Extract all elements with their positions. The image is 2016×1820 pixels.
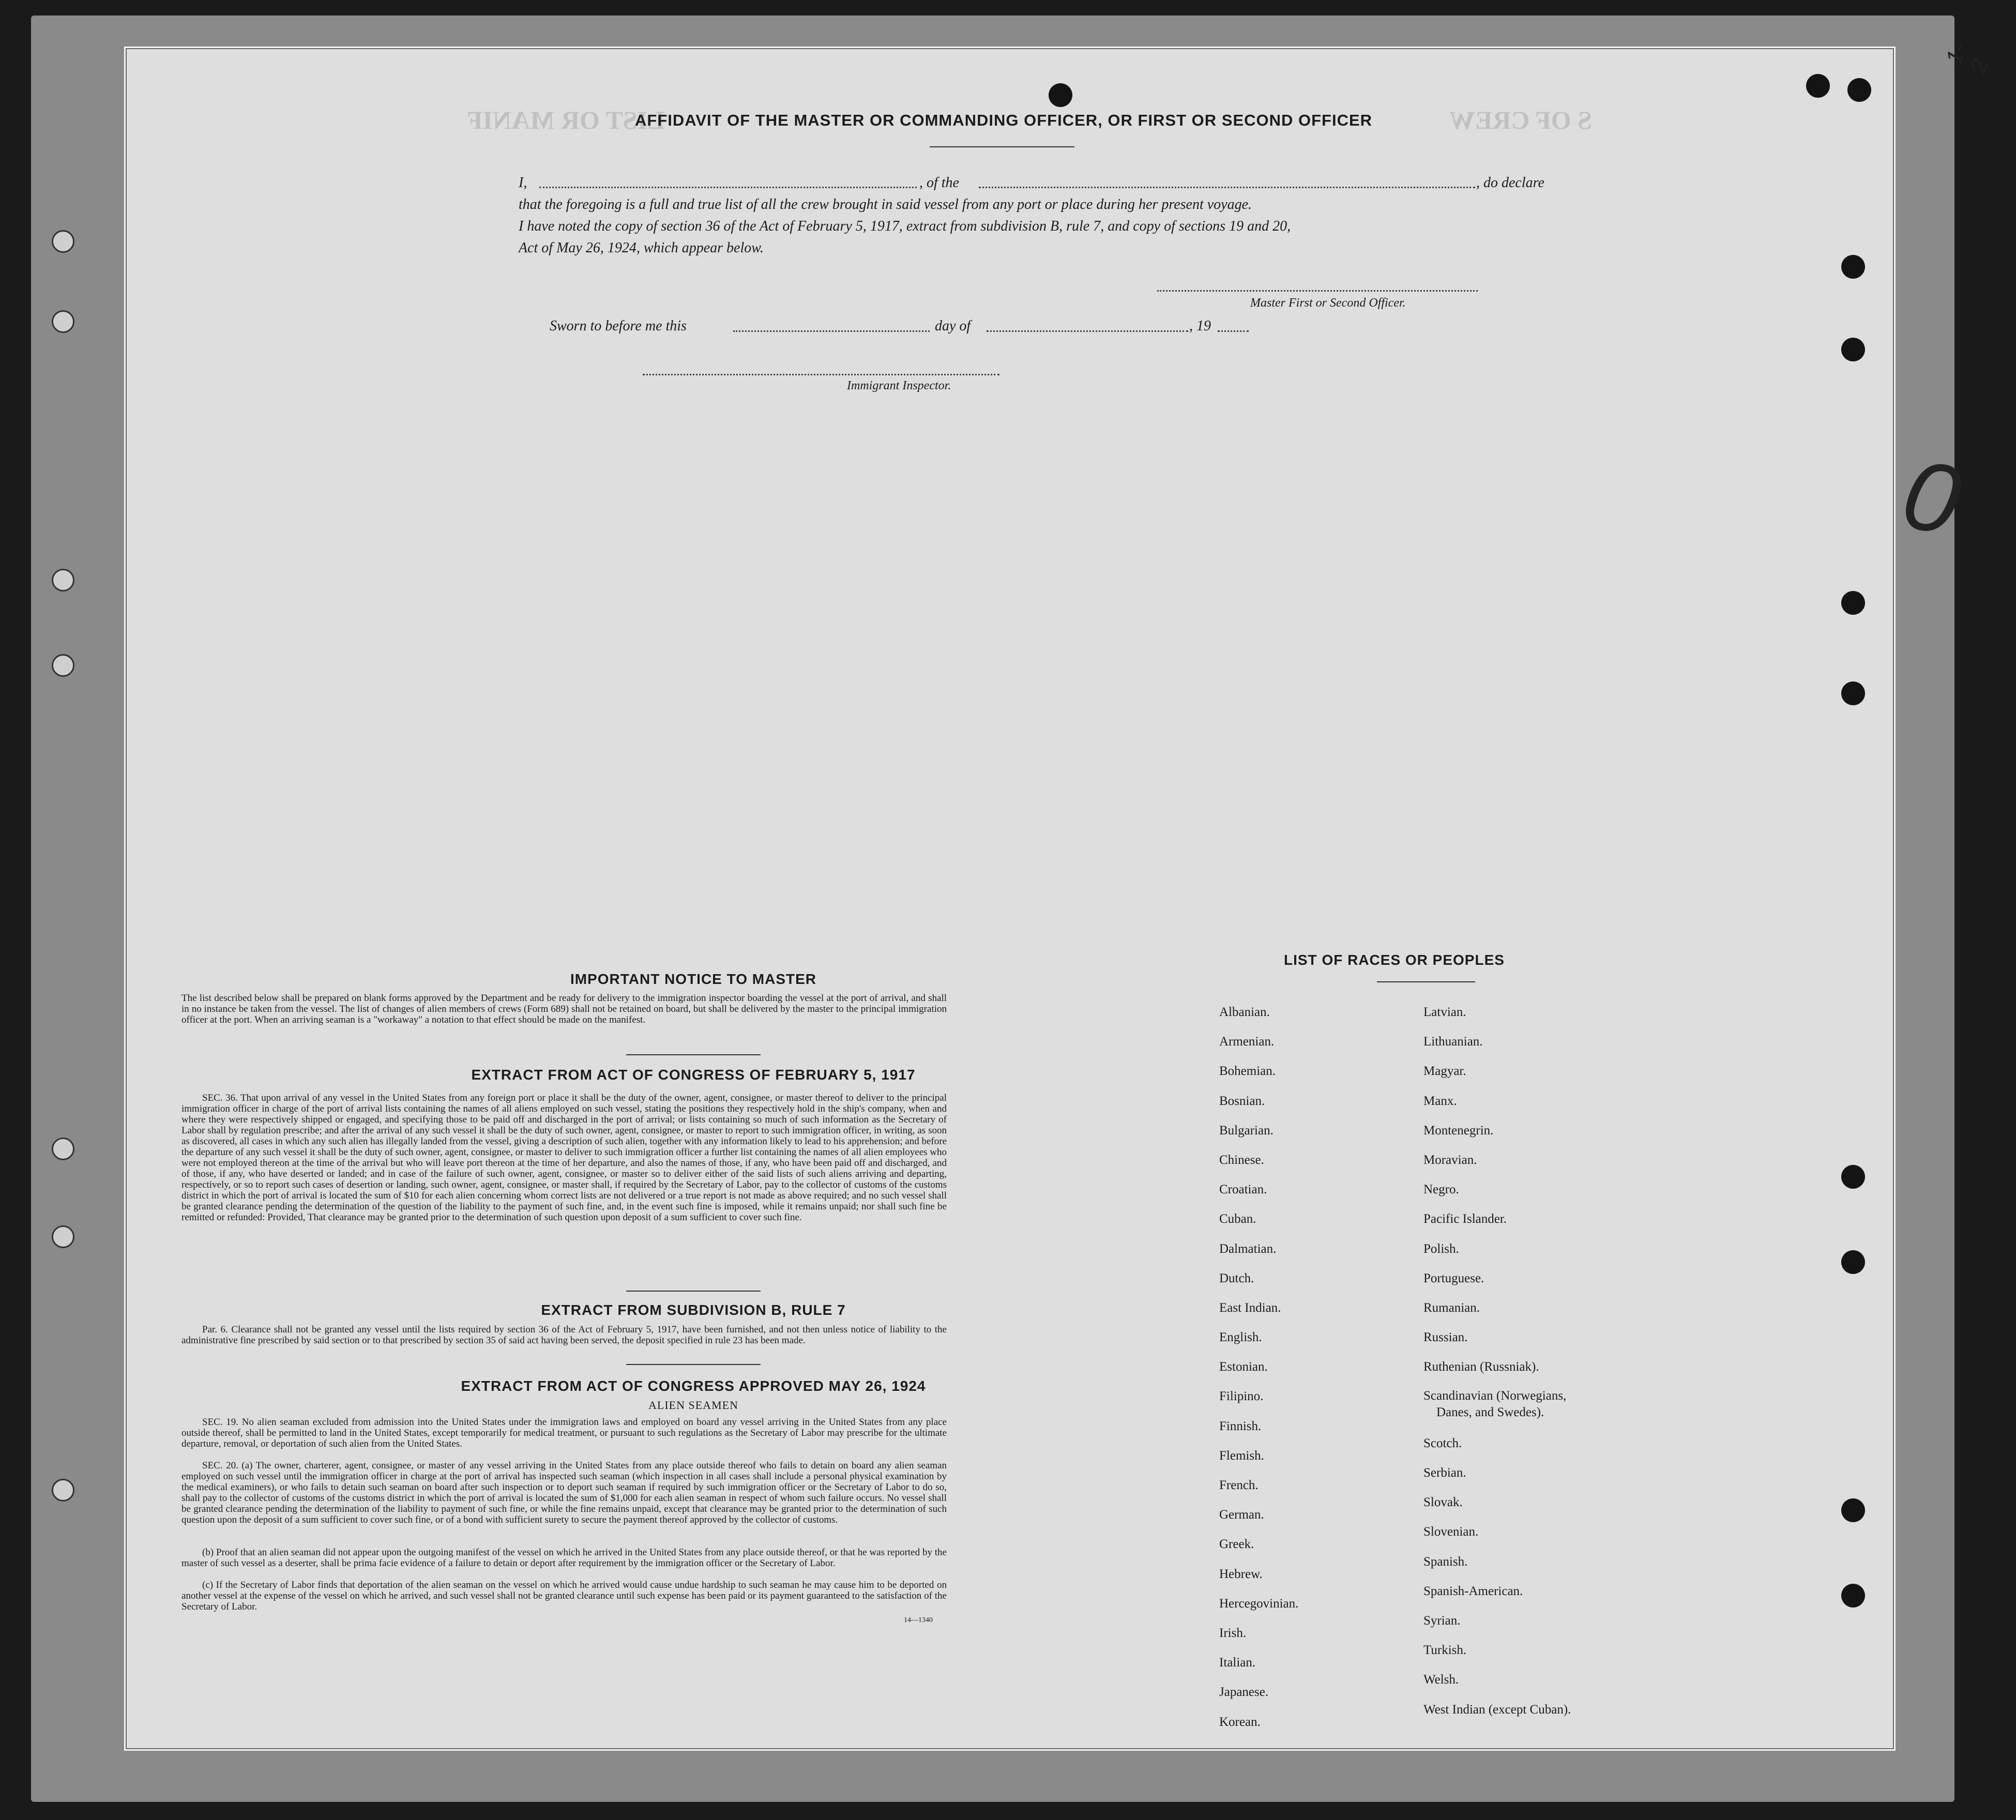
races-left-column xyxy=(1219,997,1298,1737)
race-entry: Filipino. xyxy=(1219,1389,1264,1404)
sec-20a-text: SEC. 20. (a) The owner, charterer, agent, consignee, or master of any vessel arriving in the United States from any place outside thereof who fails to detain on board any alien seaman employed on such vessel until the immigration officer in charge at the port of arrival has inspected such seaman (which inspection in all cases shall include a personal physical examination by the medical examiners), or who fails to detain such seaman on board after such inspection or to deport such seaman if required by such immigration officer or the Secretary of Labor to do so, shall pay to the collector of customs of the customs district in which the port of arrival is located the sum of $1,000 for each alien seaman in respect of whom such failure occurs. No vessel shall be granted clearance pending the determination of the liability to payment of such fine, or while the fine remains unpaid, except that clearance may be granted prior to the determination of such question upon the deposit of a sum sufficient to cover such fine, or of a bond with sufficient surety to secure the payment thereof approved by the collector of customs. xyxy=(181,1460,947,1525)
race-entry: Russian. xyxy=(1423,1330,1468,1345)
punch-hole-icon xyxy=(1049,83,1072,107)
race-entry: Hebrew. xyxy=(1219,1567,1263,1581)
race-entry: Moravian. xyxy=(1423,1152,1477,1167)
master-signature-label: Master First or Second Officer. xyxy=(1250,296,1406,310)
binder-ring-icon xyxy=(52,654,74,677)
notice-text: The list described below shall be prepared on blank forms approved by the Department and be ready for delivery to the immigration inspector boarding the vessel at the port of arrival, and shall in no instance be taken from the vessel. The list of changes of alien members of crews (Form 689) shall not be retained on board, but shall be delivered by the master to the principal immigration officer at the port. When an arriving seaman is a "workaway" a notation to that effect should be made on the manifest. xyxy=(181,993,947,1025)
races-right-column xyxy=(1423,997,1571,1724)
master-signature-line xyxy=(1157,290,1478,292)
race-entry: Chinese. xyxy=(1219,1152,1264,1167)
race-entry: Hercegovinian. xyxy=(1219,1596,1299,1611)
name-blank xyxy=(539,187,917,188)
binder-ring-icon xyxy=(52,1479,74,1502)
punch-hole-icon xyxy=(1841,255,1865,279)
extract-rule7-text: Par. 6. Clearance shall not be granted any vessel until the lists required by section 36 of the Act of February 5, 1917, have been furnished, and not then unless notice of liability to the administrative fine prescribed by said section or to that prescribed by section 35 of said act having been served, the deposit specified in rule 23 has been made. xyxy=(181,1324,947,1346)
punch-hole-icon xyxy=(1806,74,1830,98)
section-divider xyxy=(626,1054,761,1055)
sworn-label: Sworn to before me this xyxy=(550,318,687,334)
race-entry: Manx. xyxy=(1423,1094,1457,1108)
punch-hole-icon xyxy=(1841,338,1865,361)
race-entry: Spanish-American. xyxy=(1423,1584,1523,1598)
punch-hole-icon xyxy=(1841,1498,1865,1522)
race-entry: Serbian. xyxy=(1423,1466,1466,1480)
race-entry: Negro. xyxy=(1423,1182,1459,1197)
race-entry: Scandinavian (Norwegians, xyxy=(1423,1389,1567,1403)
race-entry: West Indian (except Cuban). xyxy=(1423,1702,1571,1717)
affidavit-declare: , do declare xyxy=(1476,175,1544,191)
binder-ring-icon xyxy=(52,569,74,592)
sec-20c-text: (c) If the Secretary of Labor finds that deportation of the alien seaman on the vessel on which he arrived would cause undue hardship to such seaman he may cause him to be deported on another vessel at the expense of the vessel on which he arrived, and such vessel shall not be granted clearance until such expense has been paid or its payment guaranteed to the satisfaction of the Secretary of Labor. xyxy=(181,1580,947,1612)
extract-1924-title: EXTRACT FROM ACT OF CONGRESS APPROVED MAY 26, 1924 xyxy=(461,1378,926,1394)
race-entry: Danes, and Swedes). xyxy=(1436,1405,1544,1420)
inspector-signature-line xyxy=(643,374,999,375)
title-underline xyxy=(930,146,1074,147)
handwritten-page-note: 1-2 xyxy=(1941,40,1994,77)
race-entry: Montenegrin. xyxy=(1423,1123,1494,1138)
race-entry: Pacific Islander. xyxy=(1423,1212,1507,1226)
race-entry: Scotch. xyxy=(1423,1436,1462,1450)
affidavit-title: AFFIDAVIT OF THE MASTER OR COMMANDING OFFICER, OR FIRST OR SECOND OFFICER xyxy=(635,111,1373,129)
punch-hole-icon xyxy=(1841,591,1865,615)
binder-ring-icon xyxy=(52,1138,74,1160)
race-entry: Rumanian. xyxy=(1423,1300,1480,1315)
race-entry: Lithuanian. xyxy=(1423,1035,1483,1049)
race-entry: Cuban. xyxy=(1219,1212,1256,1226)
race-entry: Slovak. xyxy=(1423,1495,1463,1510)
race-entry: Albanian. xyxy=(1219,1005,1270,1019)
binder-ring-icon xyxy=(52,1225,74,1248)
punch-hole-icon xyxy=(1841,1165,1865,1189)
notice-title: IMPORTANT NOTICE TO MASTER xyxy=(570,971,817,987)
affidavit-line-4: Act of May 26, 1924, which appear below. xyxy=(519,240,764,256)
race-entry: Armenian. xyxy=(1219,1035,1275,1049)
inspector-label: Immigrant Inspector. xyxy=(847,379,951,392)
race-entry: Irish. xyxy=(1219,1626,1247,1640)
race-entry: Turkish. xyxy=(1423,1643,1467,1658)
race-entry: Spanish. xyxy=(1423,1554,1468,1569)
bleed-through-heading-left: LIST OR MANIF xyxy=(467,105,665,134)
bleed-through-heading-right: S OF CREW xyxy=(1449,105,1592,134)
affidavit-line-3: I have noted the copy of section 36 of the Act of February 5, 1917, extract from subdivision B, rule 7, and copy of sections 19 and 20, xyxy=(519,218,1291,234)
race-entry: Korean. xyxy=(1219,1715,1261,1729)
race-entry: Bulgarian. xyxy=(1219,1123,1274,1138)
sec-20b-text: (b) Proof that an alien seaman did not appear upon the outgoing manifest of the vessel on which he arrived in the United States from any place outside thereof, or that he was reported by the master of such vessel as a deserter, shall be prima facie evidence of a failure to detain or deport after requirement by the immigration officer or the Secretary of Labor. xyxy=(181,1547,947,1569)
race-entry: French. xyxy=(1219,1478,1259,1492)
race-entry: Syrian. xyxy=(1423,1613,1461,1628)
race-entry: Latvian. xyxy=(1423,1005,1466,1019)
sworn-day-blank xyxy=(733,330,930,332)
race-entry: Polish. xyxy=(1423,1241,1459,1256)
alien-seamen-subtitle: ALIEN SEAMEN xyxy=(648,1399,738,1412)
binder-ring-icon xyxy=(52,310,74,333)
sec-19-text: SEC. 19. No alien seaman excluded from admission into the United States under the immigration laws and employed on board any vessel arriving in the United States from any place outside thereof, shall be permitted to land in the United States, except temporarily for medical treatment, or pursuant to such regulations as the Secretary of Labor may prescribe for the ultimate departure, removal, or deportation of such alien from the United States. xyxy=(181,1417,947,1449)
race-entry: East Indian. xyxy=(1219,1300,1281,1315)
race-entry: Slovenian. xyxy=(1423,1525,1479,1539)
punch-hole-icon xyxy=(1841,1584,1865,1607)
affidavit-line-2: that the foregoing is a full and true list of all the crew brought in said vessel from any port or place during her present voyage. xyxy=(519,196,1252,213)
race-entry: Magyar. xyxy=(1423,1064,1466,1079)
affidavit-i: I, xyxy=(519,175,527,191)
race-entry: Bohemian. xyxy=(1219,1064,1276,1079)
vessel-blank xyxy=(979,187,1475,188)
race-entry: Dutch. xyxy=(1219,1271,1254,1285)
race-entry: Italian. xyxy=(1219,1656,1256,1670)
race-entry: Dalmatian. xyxy=(1219,1241,1277,1256)
punch-hole-icon xyxy=(1847,78,1871,102)
punch-hole-icon xyxy=(1841,1250,1865,1274)
extract-1917-title: EXTRACT FROM ACT OF CONGRESS OF FEBRUARY 5, 1917 xyxy=(471,1067,916,1083)
race-entry: Flemish. xyxy=(1219,1448,1264,1463)
form-number: 14—1340 xyxy=(904,1616,933,1624)
handwritten-zero-mark: 0 xyxy=(1893,438,1970,557)
sworn-month-blank xyxy=(987,330,1188,332)
race-entry: Finnish. xyxy=(1219,1419,1262,1433)
race-entry: Croatian. xyxy=(1219,1182,1267,1197)
extract-1917-text: SEC. 36. That upon arrival of any vessel in the United States from any foreign port or place it shall be the duty of the owner, agent, consignee, or master thereof to deliver to the principal immigration officer in charge of the port of arrival lists containing the names of all aliens employed on such vessel, stating the positions they respectively hold in the ship's company, when and where they were respectively shipped or engaged, and specifying those to be paid off and discharged in the port of arrival; or lists containing so much of such information as the Secretary of Labor shall by regulation prescribe; and after the arrival of any such vessel it shall be the duty of such owner, agent, consignee, or master to report to such immigration officer, in writing, as soon as discovered, all cases in which any such alien has illegally landed from the vessel, giving a description of such alien, together with any information likely to lead to his apprehension; and before the departure of any such vessel it shall be the duty of such owner, agent, consignee, or master to deliver to such immigration officer a further list containing the names of all alien employees who were not employed thereon at the time of the arrival but who will leave port thereon at the time of her departure, and also the names of those, if any, who have been paid off and discharged, and of those, if any, who have deserted or landed; and in case of the failure of such owner, agent, consignee, or master so to deliver either of the said lists of such aliens arriving and departing, respectively, or so to report such cases of desertion or landing, such owner, agent, consignee, or master shall, if required by the Secretary of Labor, pay to the collector of customs of the customs district in which the port of arrival is located the sum of $10 for each alien concerning whom correct lists are not delivered or a true report is not made as above required; and no such vessel shall be granted clearance pending the determination of the question of the liability to the payment of such fine, and, in the event such fine is imposed, while it remains unpaid; nor shall such fine be remitted or refunded: Provided, That clearance may be granted prior to the determination of such question upon deposit of a sum sufficient to cover such fine. xyxy=(181,1093,947,1223)
race-entry: Japanese. xyxy=(1219,1685,1269,1700)
section-divider xyxy=(626,1364,761,1365)
day-of-label: day of xyxy=(935,318,971,334)
race-entry: Welsh. xyxy=(1423,1673,1459,1687)
race-entry: Estonian. xyxy=(1219,1360,1268,1374)
race-entry: Bosnian. xyxy=(1219,1094,1265,1108)
extract-rule7-title: EXTRACT FROM SUBDIVISION B, RULE 7 xyxy=(541,1302,846,1318)
manifest-page xyxy=(124,40,1994,1751)
race-entry: Portuguese. xyxy=(1423,1271,1484,1285)
punch-hole-icon xyxy=(1841,681,1865,705)
race-entry: Ruthenian (Russniak). xyxy=(1423,1360,1539,1374)
races-title-underline xyxy=(1377,981,1475,982)
affidavit-of-the: , of the xyxy=(919,175,959,191)
section-divider xyxy=(626,1291,761,1292)
race-entry: English. xyxy=(1219,1330,1262,1345)
race-entry: Greek. xyxy=(1219,1537,1254,1552)
year-label: , 19 xyxy=(1189,318,1211,334)
race-entry: German. xyxy=(1219,1508,1264,1522)
binder-ring-icon xyxy=(52,230,74,253)
sworn-year-blank xyxy=(1218,330,1249,332)
races-title: LIST OF RACES OR PEOPLES xyxy=(1284,952,1505,968)
